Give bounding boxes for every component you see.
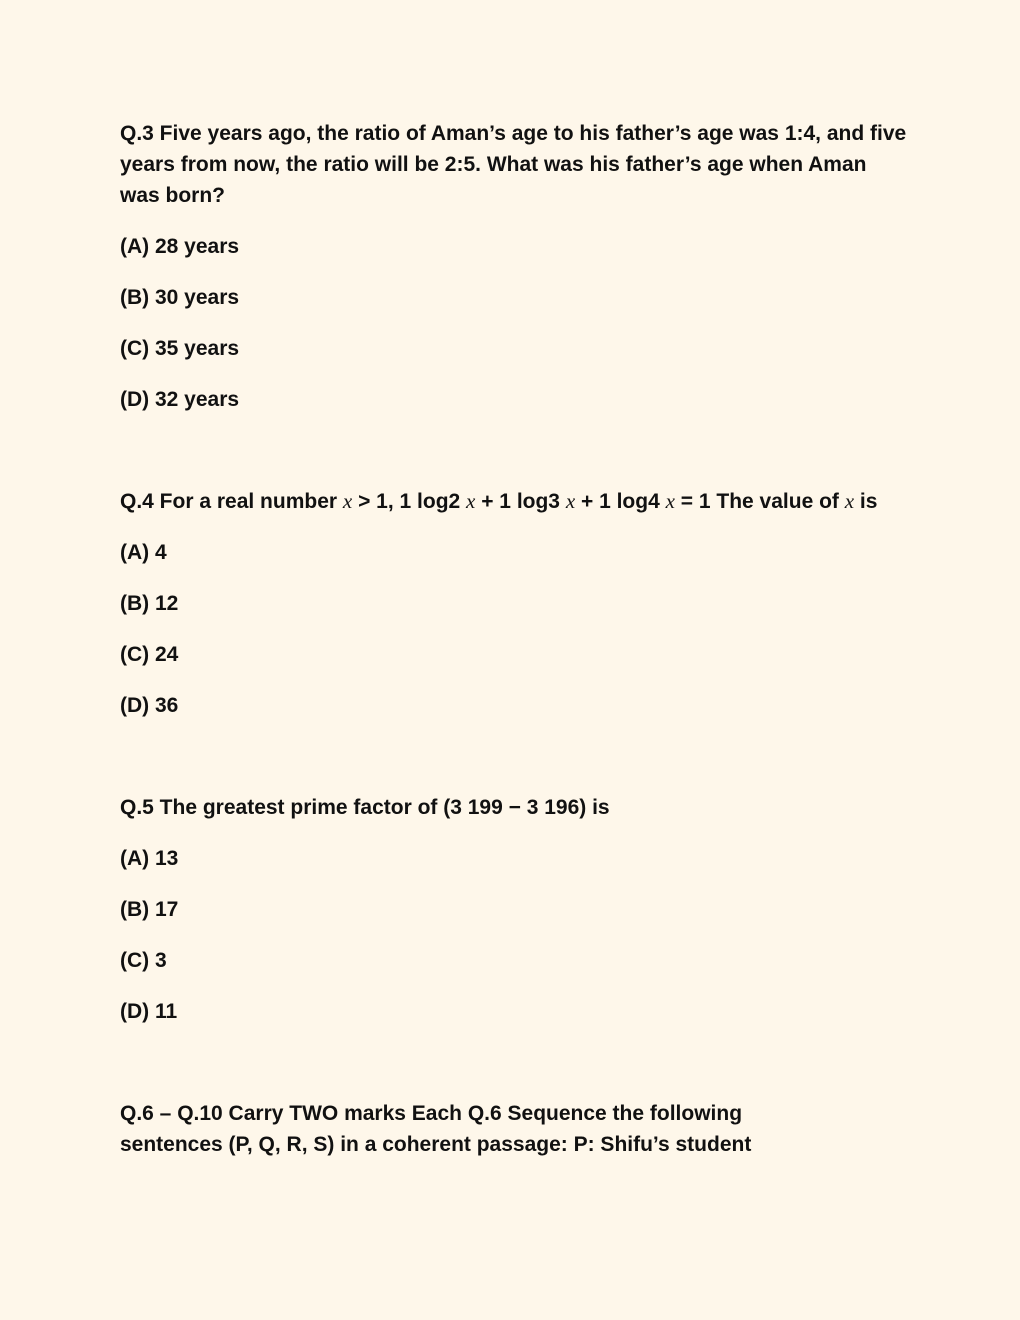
question-text: Q.6 – Q.10 Carry TWO marks Each Q.6 Sequence the following sentences (P, Q, R, S) in a coherent passage: P: Shifu’s student (120, 1102, 752, 1156)
math-variable: x (665, 489, 675, 513)
option-b: (B) 17 (120, 898, 179, 921)
question-text (120, 486, 910, 517)
text-segment: > 1, 1 log2 (352, 490, 467, 513)
option-b: (B) 12 (120, 592, 179, 615)
option-c: (C) 35 years (120, 337, 240, 360)
text-segment: is (854, 490, 878, 513)
option-a: (A) 13 (120, 847, 179, 870)
text-segment: Q.4 For a real number (120, 490, 343, 513)
option-d: (D) 11 (120, 1000, 178, 1023)
option-c: (C) 24 (120, 643, 179, 666)
math-variable: x (565, 489, 576, 513)
option-d: (D) 36 (120, 694, 179, 717)
text-segment: + 1 log4 (575, 490, 666, 513)
math-variable: x (342, 489, 353, 513)
option-c: (C) 3 (120, 949, 167, 972)
math-variable: x (844, 489, 855, 513)
text-segment: = 1 The value of (674, 490, 845, 513)
question-6 (120, 1098, 910, 1160)
question-4 (120, 486, 910, 721)
math-variable: x (466, 489, 476, 513)
option-a: (A) 28 years (120, 235, 240, 258)
option-d: (D) 32 years (120, 388, 240, 411)
option-a: (A) 4 (120, 541, 167, 564)
option-b: (B) 30 years (120, 286, 240, 309)
question-text: Q.3 Five years ago, the ratio of Aman’s age to his father’s age was 1:4, and five years from now, the ratio will be 2:5. What was his father’s age when Aman was born? (120, 122, 907, 207)
text-segment: + 1 log3 (475, 490, 566, 513)
question-text: Q.5 The greatest prime factor of (3 199 − 3 196) is (120, 796, 610, 819)
question-3 (120, 118, 910, 415)
question-5 (120, 792, 910, 1027)
